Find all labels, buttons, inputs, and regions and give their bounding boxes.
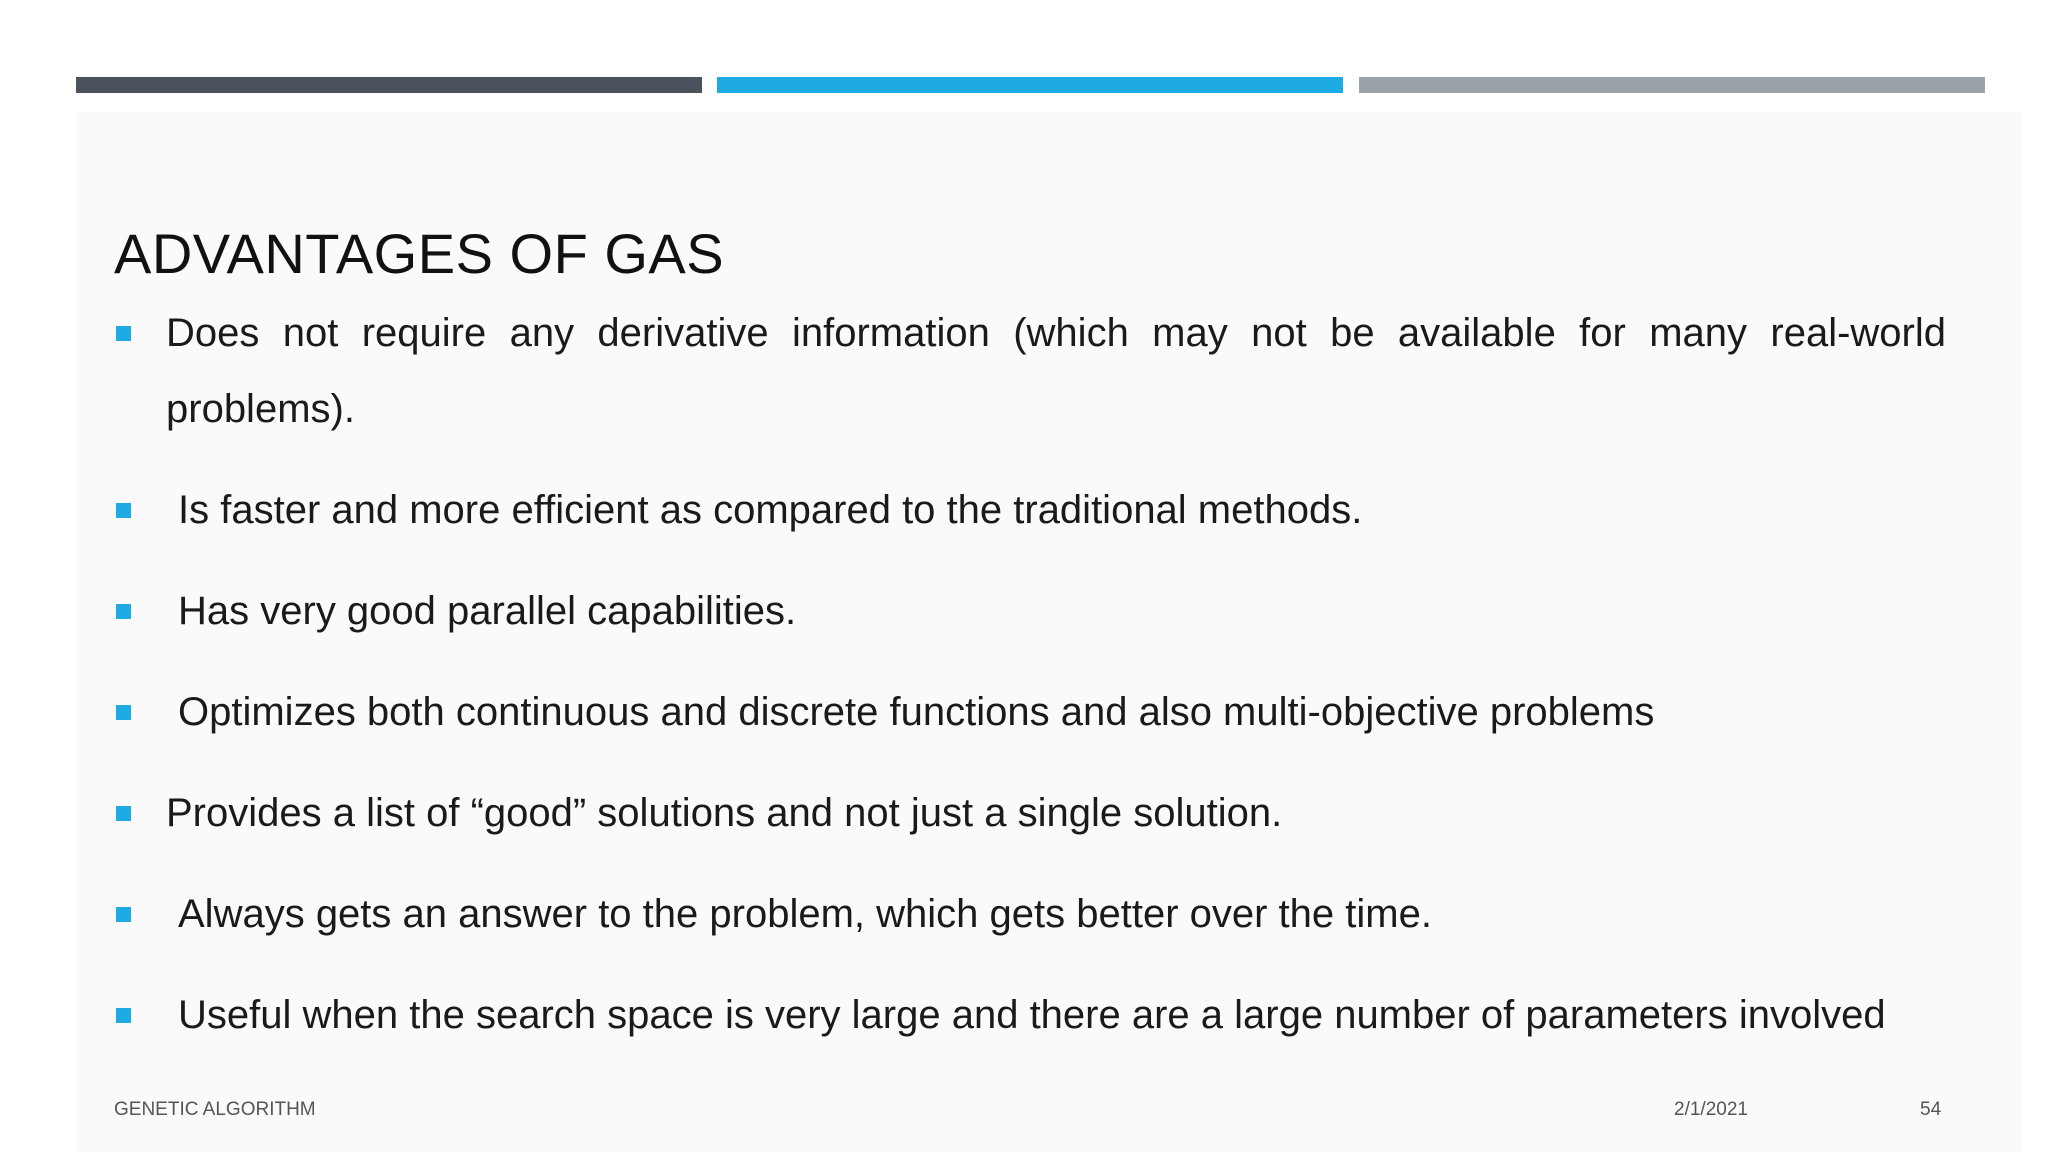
square-bullet-icon bbox=[116, 503, 131, 518]
slide-title: ADVANTAGES OF GAS bbox=[114, 222, 725, 285]
accent-bar-gray bbox=[1359, 77, 1985, 93]
square-bullet-icon bbox=[116, 907, 131, 922]
footer-date: 2/1/2021 bbox=[1674, 1099, 1748, 1120]
bullet-item bbox=[114, 775, 1946, 851]
bullet-text: Has very good parallel capabilities. bbox=[178, 589, 797, 633]
bullet-item bbox=[114, 472, 1946, 548]
footer-page-number: 54 bbox=[1920, 1099, 1942, 1120]
footer-title: GENETIC ALGORITHM bbox=[114, 1099, 316, 1120]
accent-bar-dark bbox=[76, 77, 702, 93]
bullet-item bbox=[114, 573, 1946, 649]
bullet-item bbox=[114, 295, 1946, 447]
bullet-text: Useful when the search space is very large and there are a large number of parameters involved bbox=[178, 993, 1886, 1037]
square-bullet-icon bbox=[116, 705, 131, 720]
accent-bar-blue bbox=[717, 77, 1343, 93]
bullet-item bbox=[114, 674, 1946, 750]
bullet-text: Provides a list of “good” solutions and not just a single solution. bbox=[166, 791, 1283, 835]
square-bullet-icon bbox=[116, 326, 131, 341]
bullet-item bbox=[114, 977, 1946, 1053]
square-bullet-icon bbox=[116, 1008, 131, 1023]
bullet-text: Does not require any derivative information (which may not be available for many real-world problems). bbox=[166, 311, 1946, 431]
bullet-text: Optimizes both continuous and discrete functions and also multi-objective problems bbox=[178, 690, 1655, 734]
bullet-text: Is faster and more efficient as compared to the traditional methods. bbox=[178, 488, 1363, 532]
bullet-text: Always gets an answer to the problem, which gets better over the time. bbox=[178, 892, 1432, 936]
bullet-list bbox=[114, 295, 1946, 1078]
square-bullet-icon bbox=[116, 604, 131, 619]
bullet-item bbox=[114, 876, 1946, 952]
square-bullet-icon bbox=[116, 806, 131, 821]
